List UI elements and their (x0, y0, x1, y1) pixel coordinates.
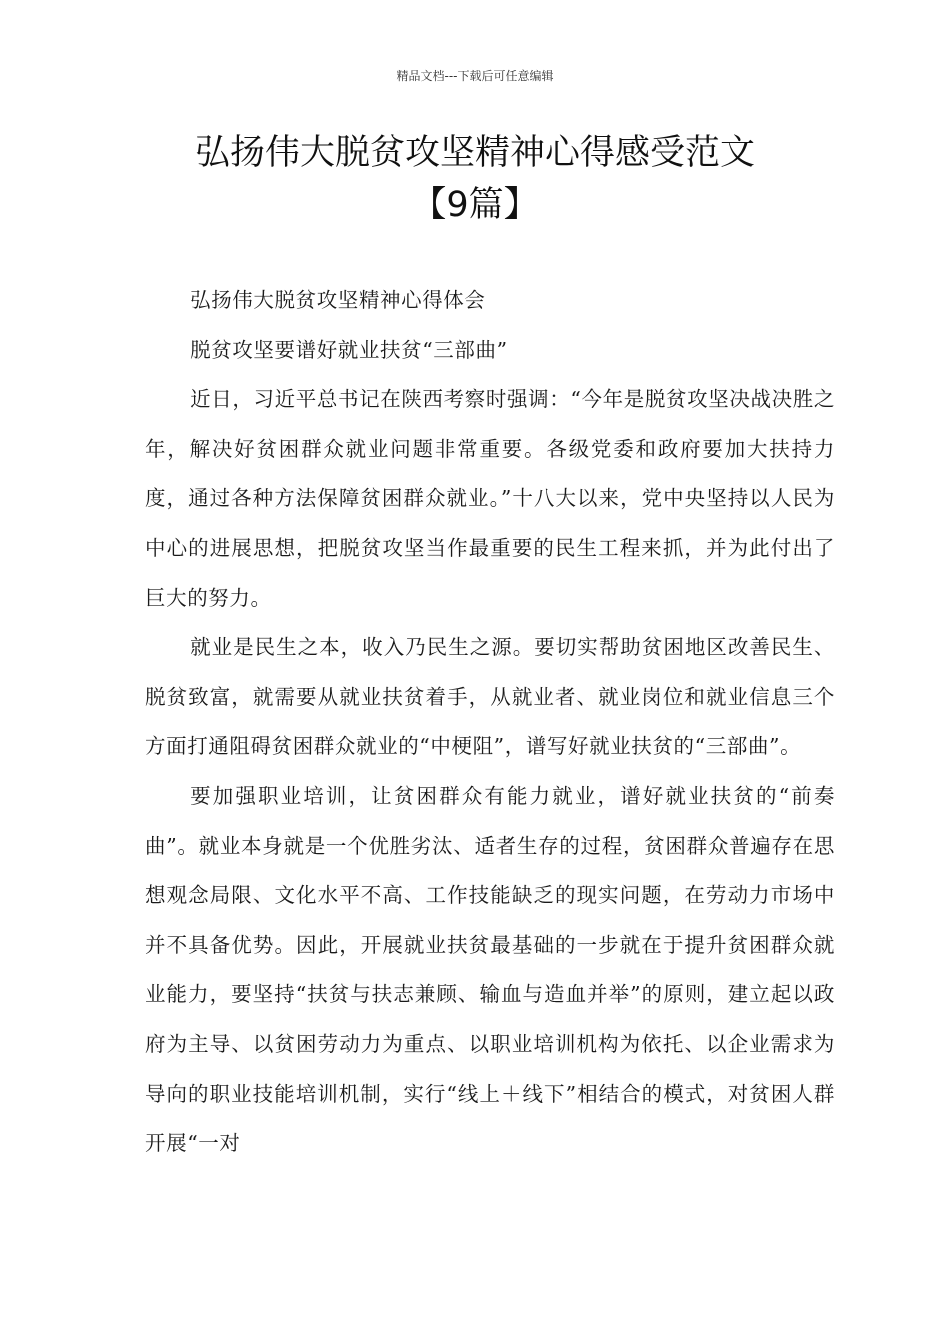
title-line-1: 弘扬伟大脱贫攻坚精神心得感受范文 (194, 133, 755, 173)
subtitle-paragraph: 弘扬伟大脱贫攻坚精神心得体会 (190, 288, 486, 312)
body-paragraph: 就业是民生之本，收入乃民生之源。要切实帮助贫困地区改善民生、脱贫致富，就需要从就业扶贫着手，从就业者、就业岗位和就业信息三个方面打通阻碍贫困群众就业的“中梗阻”，谱写好就业扶贫的“三部曲”。 (145, 635, 835, 759)
body-paragraph: 近日，习近平总书记在陕西考察时强调：“今年是脱贫攻坚决战决胜之年，解决好贫困群众就业问题非常重要。各级党委和政府要加大扶持力度，通过各种方法保障贫困群众就业。”十八大以来，党中央坚持以人民为中心的进展思想，把脱贫攻坚当作最重要的民生工程来抓，并为此付出了巨大的努力。 (145, 387, 835, 610)
header-note: 精品文档---下载后可任意编辑 (396, 69, 554, 83)
body-paragraph: 要加强职业培训，让贫困群众有能力就业，谱好就业扶贫的“前奏曲”。就业本身就是一个优胜劣汰、适者生存的过程，贫困群众普遍存在思想观念局限、文化水平不高、工作技能缺乏的现实问题，在劳动力市场中并不具备优势。因此，开展就业扶贫最基础的一步就在于提升贫困群众就业能力，要坚持“扶贫与扶志兼顾、输血与造血并举”的原则，建立起以政府为主导、以贫困劳动力为重点、以职业培训机构为依托、以企业需求为导向的职业技能培训机制，实行“线上＋线下”相结合的模式，对贫困人群开展“一对 (145, 783, 835, 1156)
title-line-2: 【9篇】 (411, 185, 539, 225)
document-title (60, 127, 890, 231)
document-body (145, 276, 835, 1169)
subheading-paragraph: 脱贫攻坚要谱好就业扶贫“三部曲” (190, 337, 508, 362)
